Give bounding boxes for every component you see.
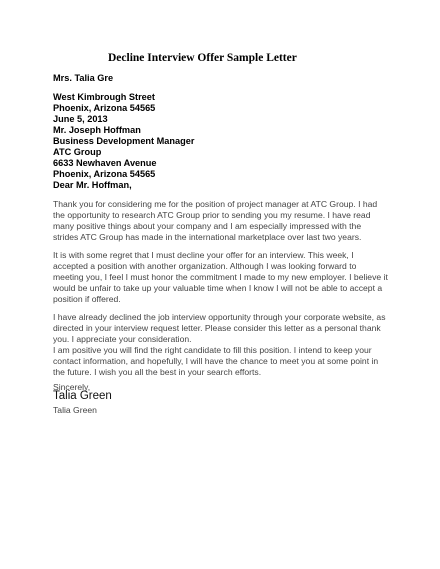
recipient-name: Mr. Joseph Hoffman [53, 125, 141, 135]
paragraph-line: accepted a position with another organization. Although I was looking forward to [53, 260, 357, 271]
body-paragraph-2 [53, 250, 393, 305]
paragraph-line: directed in your interview request letter. Please consider this letter as a personal thank [53, 322, 381, 333]
paragraph-line: the opportunity to research ATC Group prior to sending you my resume. I have read [53, 209, 371, 220]
paragraph-line: I am positive you will find the right candidate to fill this position. I intend to keep your [53, 344, 372, 355]
salutation: Dear Mr. Hoffman, [53, 180, 132, 190]
closing: Sincerely, [53, 382, 91, 392]
paragraph-line: many positive things about your company and I am especially impressed with the [53, 220, 362, 231]
recipient-street: 6633 Newhaven Avenue [53, 158, 157, 168]
recipient-position: Business Development Manager [53, 136, 195, 146]
sender-city: Phoenix, Arizona 54565 [53, 103, 156, 113]
paragraph-line: would be unfair to take up your valuable time when I know I will not be able to accept a [53, 282, 383, 293]
body-paragraph-1 [53, 199, 393, 243]
paragraph-line: position if offered. [53, 293, 121, 304]
recipient-city: Phoenix, Arizona 54565 [53, 169, 156, 179]
paragraph-line: the future. I wish you all the best in your search efforts. [53, 366, 262, 377]
paragraph-line: Thank you for considering me for the position of project manager at ATC Group. I had [53, 199, 378, 209]
paragraph-line: you. I appreciate your consideration. [53, 333, 192, 344]
sender-street: West Kimbrough Street [53, 92, 155, 102]
typed-name: Talia Green [53, 405, 97, 415]
body-paragraph-3 [53, 312, 393, 377]
paragraph-line: I have already declined the job interview opportunity through your corporate website, as [53, 312, 386, 322]
paragraph-line: contact information, and hopefully, I will have the chance to meet you at some point in [53, 355, 379, 366]
paragraph-line: strides ATC Group has made in the international marketplace over last two years. [53, 231, 362, 242]
signature-name: Talia Green [53, 390, 112, 402]
paragraph-line: meeting you, I feel I must honor the commitment I made to my new employer. I believe it [53, 271, 388, 282]
sender-name: Mrs. Talia Gre [53, 73, 114, 83]
letter-date: June 5, 2013 [53, 114, 108, 124]
recipient-company: ATC Group [53, 147, 102, 157]
letter-title: Decline Interview Offer Sample Letter [108, 52, 297, 64]
paragraph-line: It is with some regret that I must decline your offer for an interview. This week, I [53, 250, 354, 260]
